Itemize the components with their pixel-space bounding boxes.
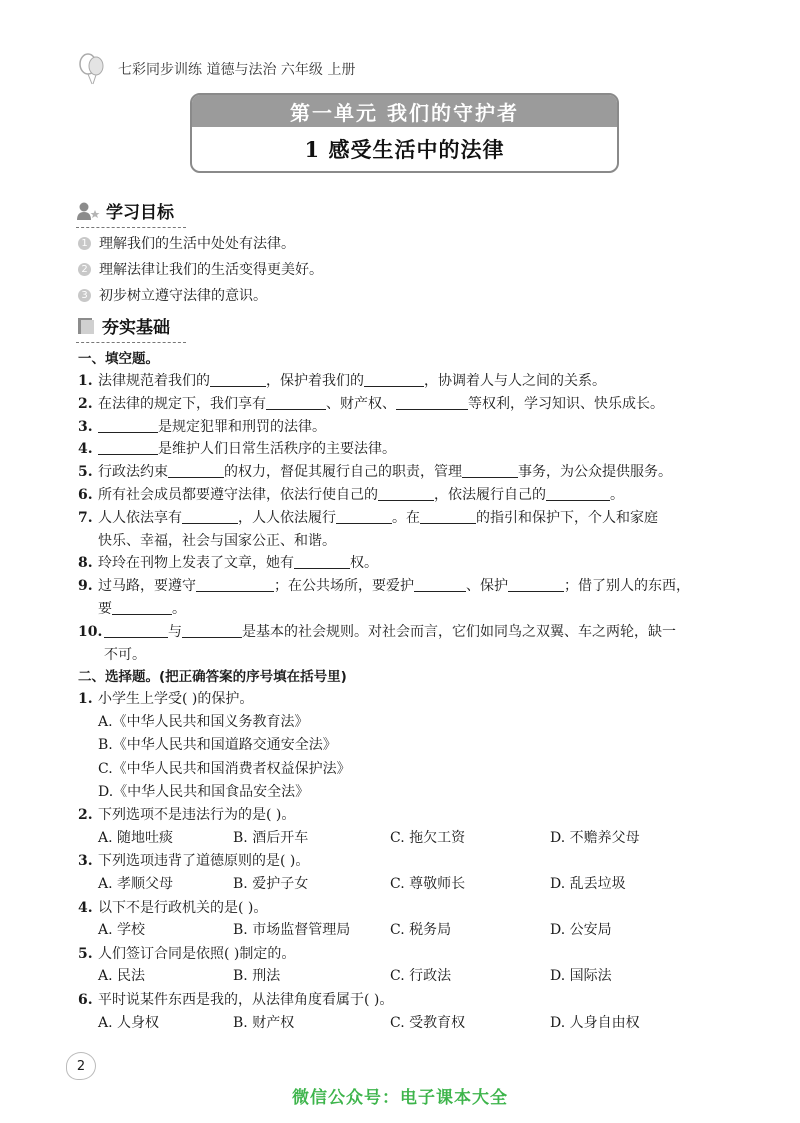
question xyxy=(78,688,728,711)
question-number: 3. xyxy=(78,418,93,435)
question-number: 9. xyxy=(78,578,93,595)
option[interactable]: C. 尊敬师长 xyxy=(390,876,466,893)
question-text: 。 xyxy=(610,486,624,503)
answer-blank[interactable] xyxy=(294,554,350,569)
question-text: 。 xyxy=(172,600,186,617)
question-text: 行政法约束 xyxy=(98,464,168,481)
answer-blank[interactable] xyxy=(546,486,610,501)
objective-text: 理解我们的生活中处处有法律。 xyxy=(99,236,295,252)
option[interactable]: A. 学校 xyxy=(98,922,146,939)
question-text: 玲玲在刊物上发表了文章，她有 xyxy=(98,555,294,572)
option[interactable]: D. 公安局 xyxy=(550,922,612,939)
objectives-heading-label: 学习目标 xyxy=(106,203,174,223)
question-text: ，协调着人与人之间的关系。 xyxy=(424,373,606,389)
question-text: 、保护 xyxy=(466,578,508,595)
question-number: 1. xyxy=(78,373,93,389)
option[interactable]: D. 乱丢垃圾 xyxy=(550,876,626,893)
option[interactable]: A. 人身权 xyxy=(98,1014,160,1031)
question xyxy=(78,897,728,920)
header-text: 七彩同步训练 道德与法治 六年级 上册 xyxy=(118,62,356,78)
question-text: 权。 xyxy=(350,555,378,572)
question-text: ；借了别人的东西， xyxy=(564,578,690,595)
question-text: 、财产权、 xyxy=(326,395,396,412)
watermark-text: 微信公众号：电子课本大全 xyxy=(292,1088,508,1108)
page-number: 2 xyxy=(66,1052,96,1080)
question-number: 4. xyxy=(78,899,93,916)
option[interactable]: B. 财产权 xyxy=(233,1014,295,1031)
question-text: 在法律的规定下，我们享有 xyxy=(98,395,266,412)
option[interactable]: A. 民法 xyxy=(98,968,146,985)
answer-blank[interactable] xyxy=(396,395,468,410)
item-number: 3 xyxy=(78,289,91,302)
question xyxy=(78,943,728,966)
question-number: 6. xyxy=(78,991,93,1008)
answer-blank[interactable] xyxy=(104,623,168,638)
question-text: 要 xyxy=(98,600,112,617)
question-number: 5. xyxy=(78,464,93,481)
options-row xyxy=(78,827,728,850)
answer-blank[interactable] xyxy=(266,395,326,410)
question xyxy=(78,416,728,439)
question-number: 6. xyxy=(78,486,93,503)
option[interactable]: D. 国际法 xyxy=(550,968,612,985)
option[interactable]: C. 行政法 xyxy=(390,968,452,985)
question-text: 过马路，要遵守 xyxy=(98,578,196,595)
option[interactable]: B. 爱护子女 xyxy=(233,876,309,893)
question xyxy=(78,850,728,873)
question-number: 3. xyxy=(78,853,93,870)
option[interactable]: C. 拖欠工资 xyxy=(390,830,466,847)
answer-blank[interactable] xyxy=(98,440,158,455)
question xyxy=(78,507,728,553)
basics-heading xyxy=(76,313,170,338)
list-item xyxy=(78,256,323,282)
question-text: 人人依法享有 xyxy=(98,509,182,526)
option[interactable]: C. 受教育权 xyxy=(390,1014,466,1031)
answer-blank[interactable] xyxy=(462,463,518,478)
answer-blank[interactable] xyxy=(414,577,466,592)
question-text: ，人人依法履行 xyxy=(238,509,336,526)
book-icon xyxy=(76,316,96,336)
option[interactable]: A. 随地吐痰 xyxy=(98,830,174,847)
answer-blank[interactable] xyxy=(112,600,172,615)
question-number: 10. xyxy=(78,623,103,640)
question-text: 的指引和保护下，个人和家庭 xyxy=(476,509,658,526)
question-continuation: 不可。 xyxy=(104,646,146,663)
question-text: 是维护人们日常生活秩序的主要法律。 xyxy=(158,441,396,458)
question-number: 1. xyxy=(78,691,93,708)
question xyxy=(78,438,728,461)
answer-blank[interactable] xyxy=(210,372,266,387)
list-item xyxy=(78,282,323,308)
question xyxy=(78,461,728,484)
lesson-title-box xyxy=(190,93,619,173)
question xyxy=(78,621,728,667)
question-text: 是规定犯罪和刑罚的法律。 xyxy=(158,418,326,435)
option[interactable]: B. 酒后开车 xyxy=(233,830,309,847)
choice-heading: 二、选择题。(把正确答案的序号填在括号里) xyxy=(78,669,347,686)
question xyxy=(78,804,728,827)
unit-title: 第一单元 我们的守护者 xyxy=(192,95,617,127)
question-text: 平时说某件东西是我的，从法律角度看属于( )。 xyxy=(98,991,394,1008)
learner-star-icon xyxy=(76,201,100,221)
question-text: 所有社会成员都要遵守法律，依法行使自己的 xyxy=(98,486,378,503)
question-text: 事务，为公众提供服务。 xyxy=(518,464,672,481)
answer-blank[interactable] xyxy=(98,418,158,433)
question-continuation: 快乐、幸福，社会与国家公正、和谐。 xyxy=(98,532,336,549)
objectives-list xyxy=(78,230,323,308)
option[interactable]: D. 人身自由权 xyxy=(550,1014,640,1031)
question xyxy=(78,575,728,621)
option[interactable]: D. 不赡养父母 xyxy=(550,830,640,847)
fill-in-heading: 一、填空题。 xyxy=(78,351,159,367)
list-item xyxy=(78,230,323,256)
answer-blank[interactable] xyxy=(364,372,424,387)
question-number: 8. xyxy=(78,555,93,572)
item-number: 2 xyxy=(78,263,91,276)
question-number: 4. xyxy=(78,441,93,458)
option[interactable]: D.《中华人民共和国食品安全法》 xyxy=(98,784,310,801)
answer-blank[interactable] xyxy=(420,509,476,524)
heading-divider xyxy=(76,342,186,343)
exercise-content xyxy=(78,348,728,1035)
option[interactable]: B. 刑法 xyxy=(233,968,281,985)
lesson-title: 1 感受生活中的法律 xyxy=(304,137,505,162)
answer-blank[interactable] xyxy=(508,577,564,592)
option[interactable]: A. 孝顺父母 xyxy=(98,876,174,893)
question-number: 2. xyxy=(78,807,93,824)
question-text: 与 xyxy=(168,623,182,640)
option[interactable]: C.《中华人民共和国消费者权益保护法》 xyxy=(98,760,351,777)
question-text: 法律规范着我们的 xyxy=(98,373,210,389)
question-text: ，保护着我们的 xyxy=(266,373,364,389)
options-row xyxy=(78,965,728,988)
answer-blank[interactable] xyxy=(336,509,392,524)
objective-text: 理解法律让我们的生活变得更美好。 xyxy=(99,262,323,278)
running-header xyxy=(74,52,355,86)
options-row xyxy=(78,873,728,896)
question xyxy=(78,393,728,416)
options-row xyxy=(78,1012,728,1035)
question-text: 人们签订合同是依照( )制定的。 xyxy=(98,945,296,962)
objectives-heading xyxy=(76,198,174,223)
question xyxy=(78,370,728,393)
question-text: 小学生上学受( )的保护。 xyxy=(98,691,254,708)
answer-blank[interactable] xyxy=(182,509,238,524)
question xyxy=(78,989,728,1012)
question-text: 。在 xyxy=(392,509,420,526)
answer-blank[interactable] xyxy=(196,577,274,592)
item-number: 1 xyxy=(78,237,91,250)
option[interactable]: C. 税务局 xyxy=(390,922,452,939)
question-text: ；在公共场所，要爱护 xyxy=(274,578,414,595)
option[interactable]: B.《中华人民共和国道路交通安全法》 xyxy=(98,737,337,754)
question-text: 下列选项违背了道德原则的是( )。 xyxy=(98,853,310,870)
question-text: 的权力，督促其履行自己的职责，管理 xyxy=(224,464,462,481)
question xyxy=(78,552,728,575)
question-number: 7. xyxy=(78,509,93,526)
option[interactable]: A.《中华人民共和国义务教育法》 xyxy=(98,714,309,731)
question-text: 等权利，学习知识、快乐成长。 xyxy=(468,395,664,412)
option[interactable]: B. 市场监督管理局 xyxy=(233,922,351,939)
answer-blank[interactable] xyxy=(168,463,224,478)
objective-text: 初步树立遵守法律的意识。 xyxy=(99,288,267,304)
answer-blank[interactable] xyxy=(182,623,242,638)
question-text: 是基本的社会规则。对社会而言，它们如同鸟之双翼、车之两轮，缺一 xyxy=(242,623,676,640)
question-continuation xyxy=(78,598,728,621)
question-text: 下列选项不是违法行为的是( )。 xyxy=(98,807,296,824)
question-number: 2. xyxy=(78,395,93,412)
basics-heading-label: 夯实基础 xyxy=(102,318,170,338)
heading-divider xyxy=(76,227,186,228)
question-number: 5. xyxy=(78,945,93,962)
question-text: ，依法履行自己的 xyxy=(434,486,546,503)
question-text: 以下不是行政机关的是( )。 xyxy=(98,899,268,916)
answer-blank[interactable] xyxy=(378,486,434,501)
balloon-logo-icon xyxy=(74,52,114,86)
options-row xyxy=(78,919,728,942)
question xyxy=(78,484,728,507)
